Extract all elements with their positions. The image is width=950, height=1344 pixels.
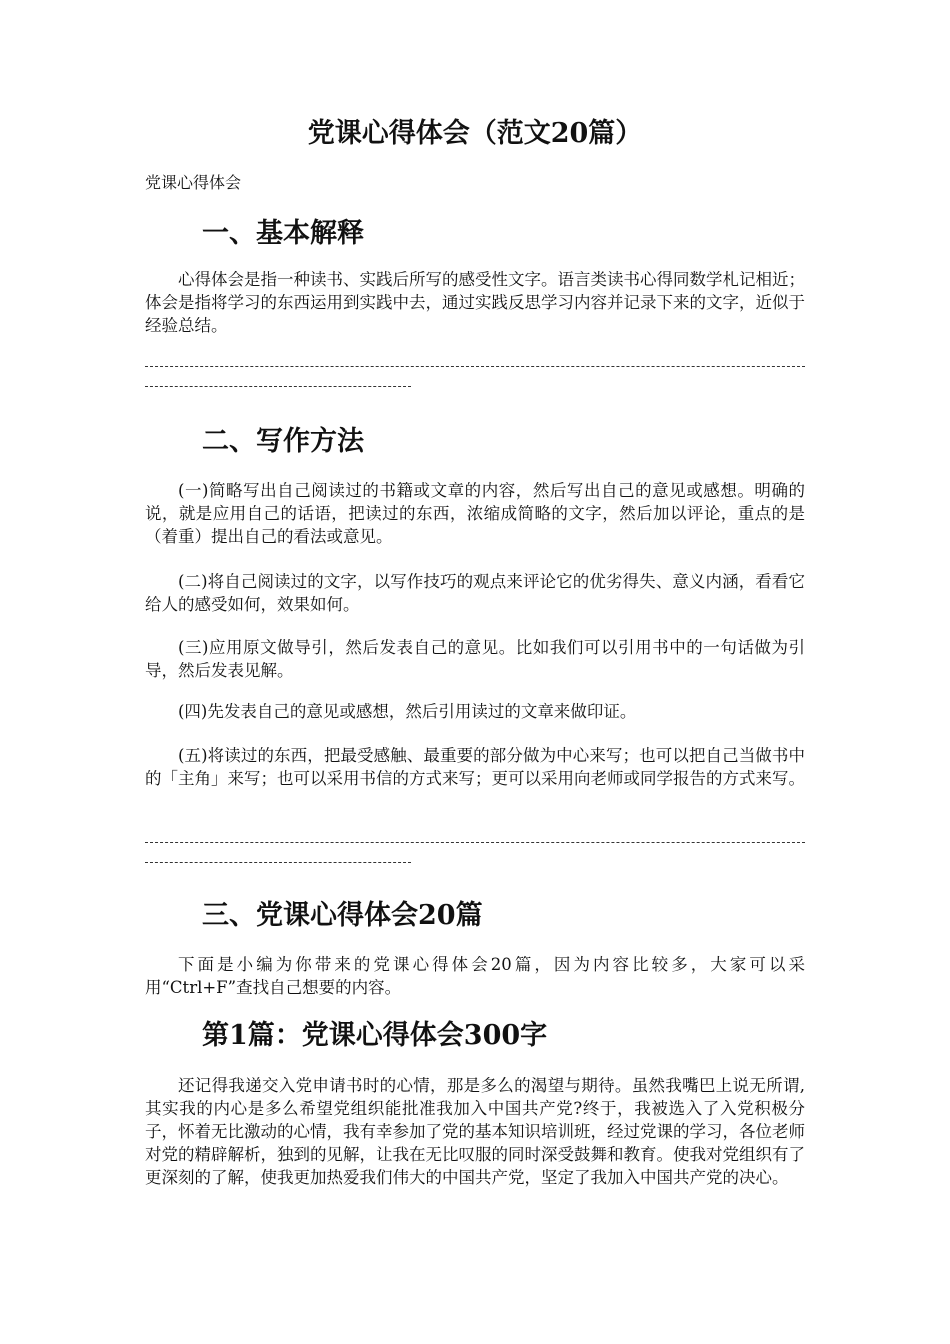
section-heading-twenty-articles: 三、党课心得体会20篇: [202, 900, 483, 931]
paragraph-twenty-articles-intro: 下面是小编为你带来的党课心得体会20篇，因为内容比较多，大家可以采用“Ctrl+F”查找自己想要的内容。: [145, 955, 805, 997]
article-heading-1: 第1篇：党课心得体会300字: [202, 1020, 548, 1051]
dashed-divider: [145, 356, 805, 390]
section-heading-writing-method: 二、写作方法: [202, 426, 364, 457]
paragraph-method-1: (一)简略写出自己阅读过的书籍或文章的内容，然后写出自己的意见或感想。明确的说，就是应用自己的话语，把读过的东西，浓缩成简略的文字，然后加以评论，重点的是（着重）提出自己的看法或意见。: [145, 481, 805, 546]
paragraph-method-5: (五)将读过的东西，把最受感触、最重要的部分做为中心来写；也可以把自己当做书中的「主角」来写；也可以采用书信的方式来写；更可以采用向老师或同学报告的方式来写。: [145, 746, 805, 788]
section-heading-basic-explanation: 一、基本解释: [202, 218, 364, 249]
paragraph-method-3: (三)应用原文做导引，然后发表自己的意见。比如我们可以引用书中的一句话做为引导，然后发表见解。: [145, 638, 805, 680]
dashed-divider: [145, 832, 805, 866]
document-title: 党课心得体会（范文20篇）: [307, 118, 643, 149]
document-subtitle: 党课心得体会: [145, 173, 242, 192]
paragraph-article-1: 还记得我递交入党申请书时的心情，那是多么的渴望与期待。虽然我嘴巴上说无所谓,其实我的内心是多么希望党组织能批准我加入中国共产党?终于，我被选入了入党积极分子，怀着无比激动的心情，我有幸参加了党的基本知识培训班，经过党课的学习，各位老师对党的精辟解析，独到的见解，让我在无比叹服的同时深受鼓舞和教育。使我对党组织有了更深刻的了解，使我更加热爱我们伟大的中国共产党，坚定了我加入中国共产党的决心。: [145, 1076, 805, 1187]
paragraph-method-2: (二)将自己阅读过的文字，以写作技巧的观点来评论它的优劣得失、意义内涵，看看它给人的感受如何，效果如何。: [145, 572, 805, 614]
paragraph-method-4: (四)先发表自己的意见或感想，然后引用读过的文章来做印证。: [178, 702, 637, 721]
paragraph-basic-explanation: 心得体会是指一种读书、实践后所写的感受性文字。语言类读书心得同数学札记相近；体会是指将学习的东西运用到实践中去，通过实践反思学习内容并记录下来的文字，近似于经验总结。: [145, 270, 805, 335]
